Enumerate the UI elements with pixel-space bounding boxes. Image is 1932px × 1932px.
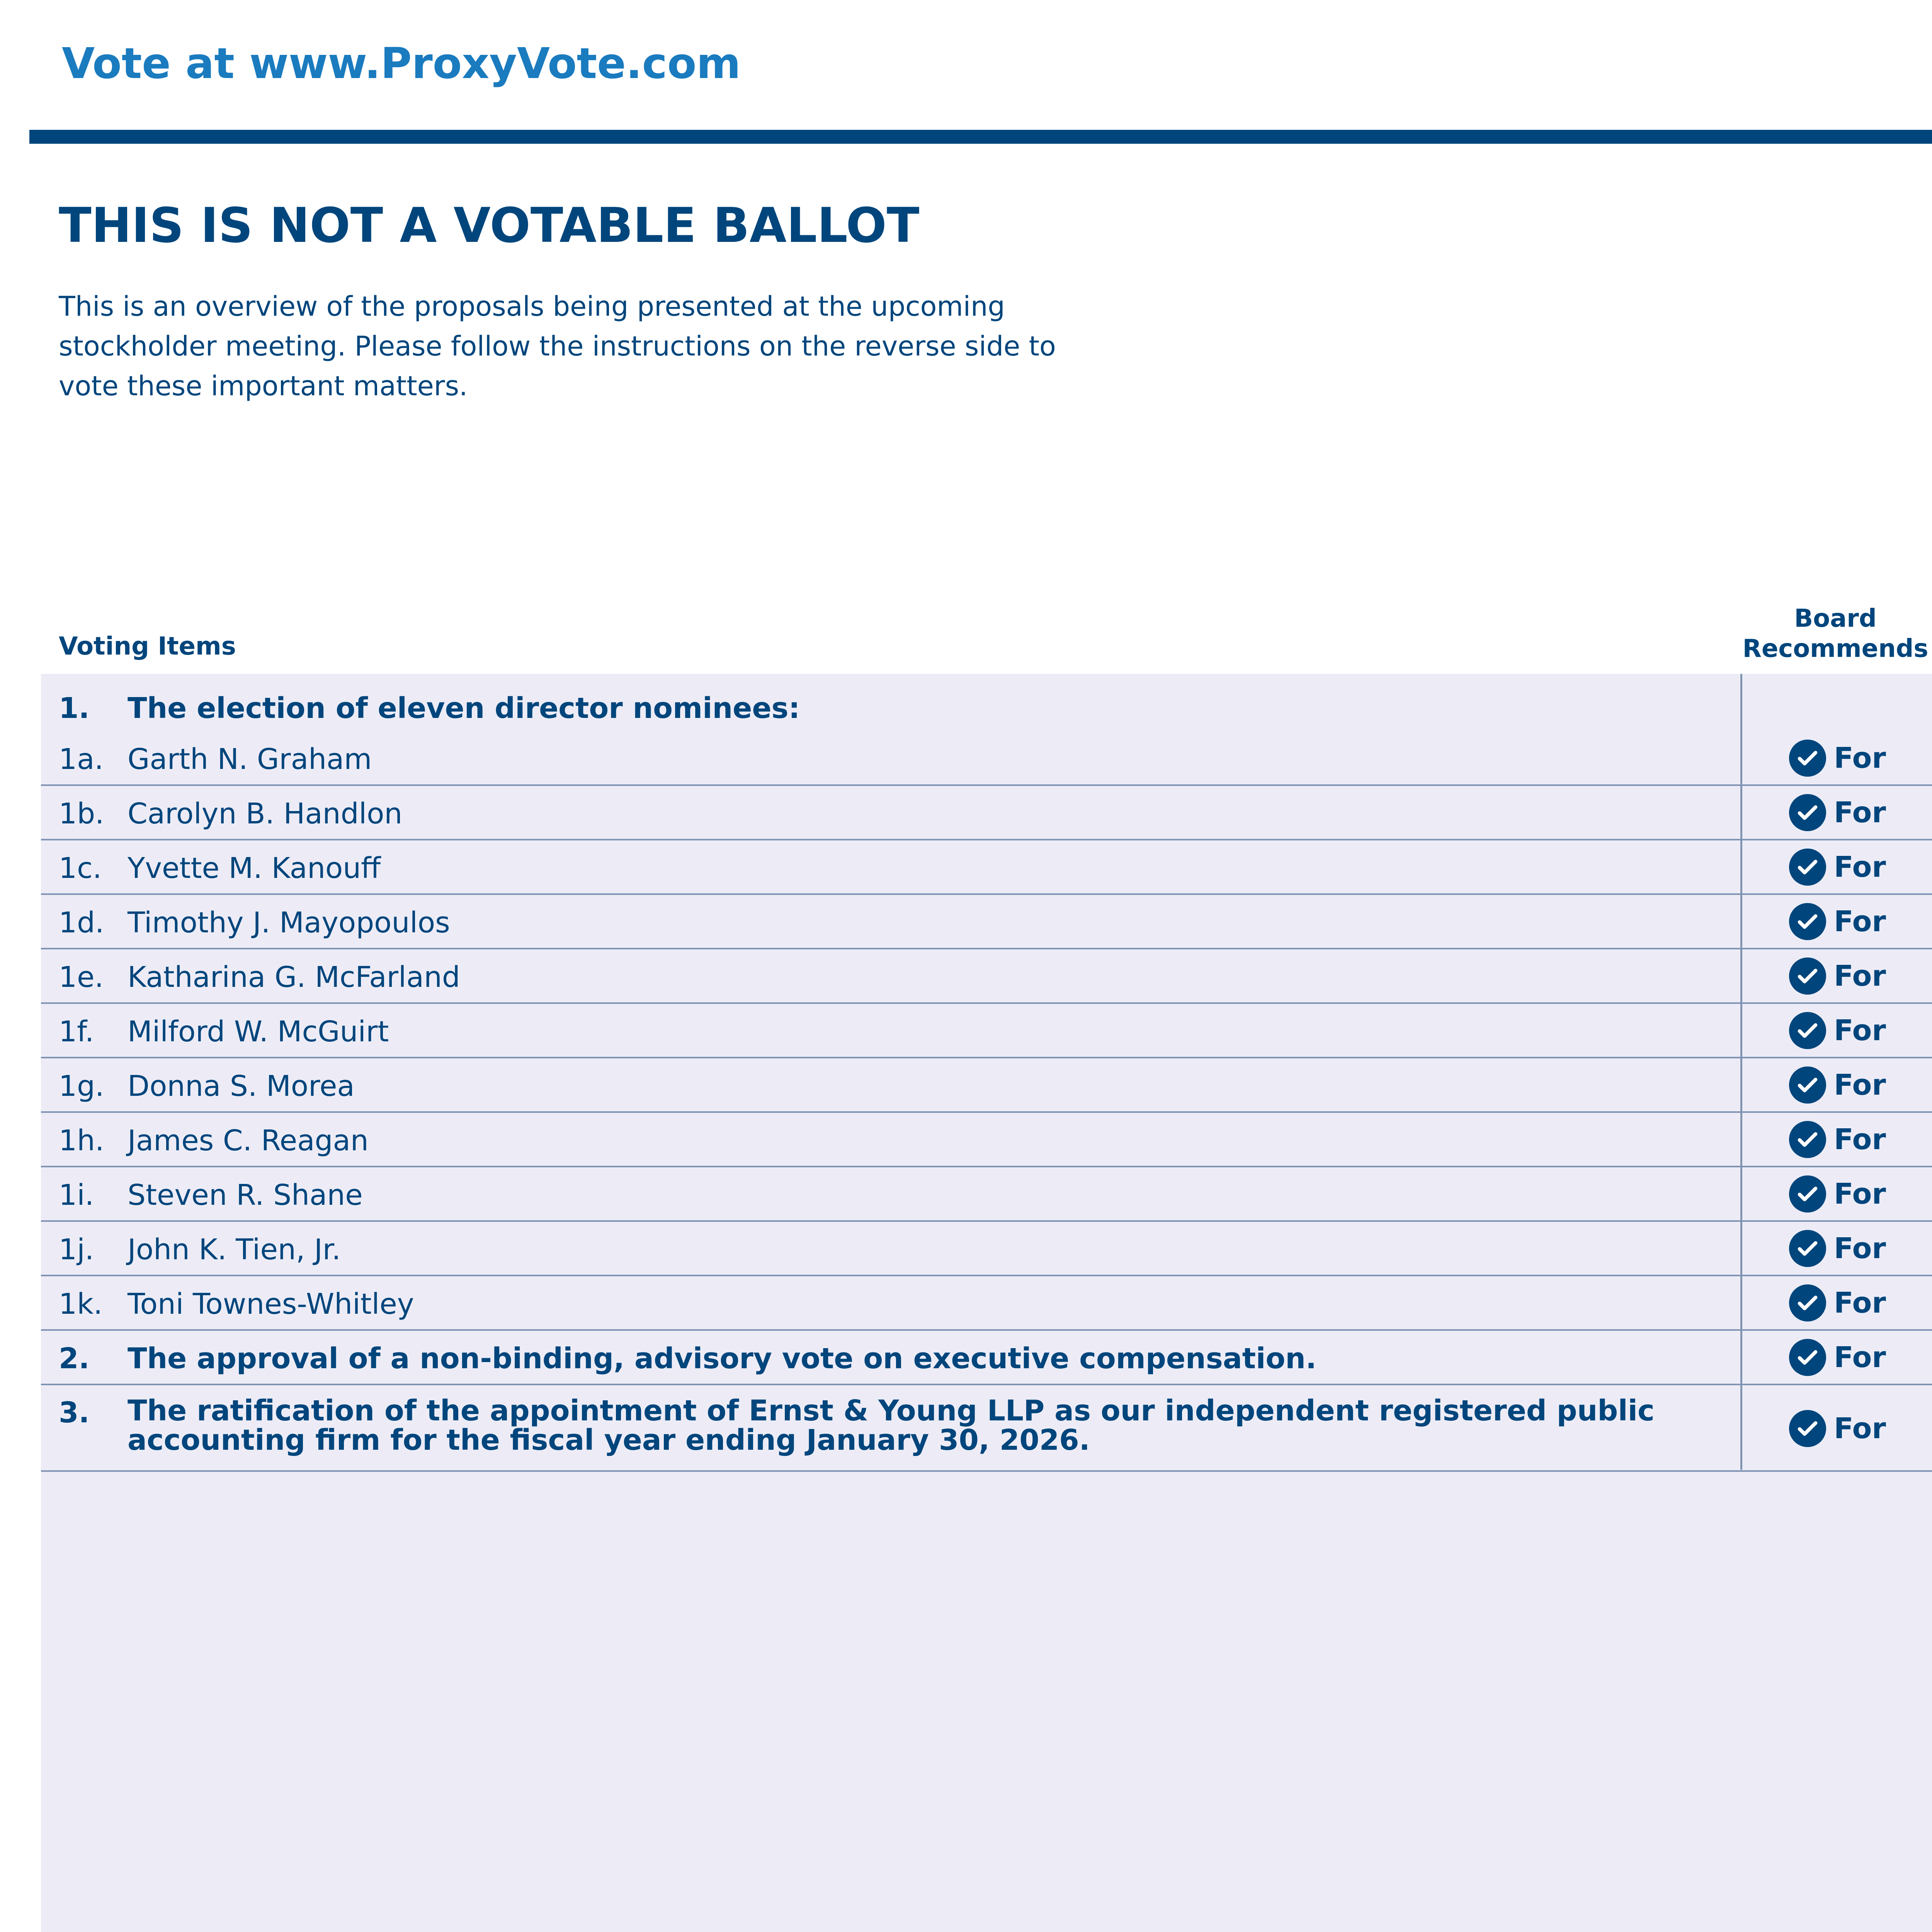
recommendation-label: For (1834, 742, 1886, 775)
item-number: 1a. (59, 743, 104, 776)
check-circle-icon (1789, 1121, 1826, 1158)
board-recommendation (1789, 849, 1886, 886)
nominee-name: Toni Townes-Whitley (128, 1287, 414, 1321)
nominee-name: John K. Tien, Jr. (128, 1233, 341, 1266)
column-header-line2: Recommends (1742, 634, 1929, 663)
item-number: 1i. (59, 1179, 94, 1212)
item-number: 2. (59, 1342, 90, 1375)
check-circle-icon (1789, 1339, 1826, 1376)
intro-text: This is an overview of the proposals being presented at the upcoming stockholder meeting. Please follow the instructions on the reverse side to vote these important matters. (59, 291, 1056, 402)
nominee-name: Carolyn B. Handlon (128, 797, 403, 830)
table-row (41, 1167, 1932, 1222)
item-number: 1j. (59, 1233, 94, 1266)
check-circle-icon (1789, 1175, 1826, 1213)
check-circle-icon (1789, 957, 1826, 995)
table-row (41, 1222, 1932, 1276)
board-recommendation (1789, 903, 1886, 940)
nominee-name: Katharina G. McFarland (128, 961, 460, 994)
nominee-name: Yvette M. Kanouff (128, 852, 381, 885)
table-row (41, 840, 1932, 895)
check-circle-icon (1789, 1230, 1826, 1267)
recommendation-label: For (1834, 796, 1886, 829)
table-row (41, 786, 1932, 840)
table-row (41, 674, 1932, 786)
check-circle-icon (1789, 794, 1826, 831)
column-header-board-recommends (1739, 604, 1932, 664)
nominee-name: James C. Reagan (128, 1124, 369, 1157)
board-recommendation (1789, 1410, 1886, 1447)
column-divider (1740, 674, 1742, 1470)
recommendation-label: For (1834, 959, 1886, 993)
column-header-voting-items: Voting Items (59, 632, 236, 661)
voting-items-table (41, 674, 1932, 1472)
item-number: 1f. (59, 1015, 94, 1048)
check-circle-icon (1789, 1410, 1826, 1447)
section-title: The election of eleven director nominees: (128, 692, 800, 725)
board-recommendation (1789, 1066, 1886, 1104)
recommendation-label: For (1834, 1232, 1886, 1265)
nominee-name: Steven R. Shane (128, 1179, 363, 1212)
board-recommendation (1789, 1284, 1886, 1321)
recommendation-label: For (1834, 1177, 1886, 1211)
item-number: 1g. (59, 1070, 104, 1103)
table-row-proposal-3 (41, 1385, 1932, 1472)
table-row (41, 1276, 1932, 1331)
nominee-name: Garth N. Graham (128, 743, 372, 776)
table-row (41, 1113, 1932, 1167)
item-number: 1e. (59, 961, 104, 994)
proposal-text: The approval of a non-binding, advisory vote on executive compensation. (128, 1342, 1317, 1375)
section-heading-election (59, 692, 800, 725)
column-header-line1: Board (1794, 604, 1877, 633)
board-recommendation (1789, 1230, 1886, 1267)
recommendation-label: For (1834, 905, 1886, 938)
recommendation-label: For (1834, 1286, 1886, 1320)
check-circle-icon (1789, 849, 1826, 886)
table-row (41, 895, 1932, 949)
item-number: 1d. (59, 906, 104, 939)
table-row (41, 949, 1932, 1004)
recommendation-label: For (1834, 1341, 1886, 1374)
item-number: 1k. (59, 1287, 103, 1321)
recommendation-label: For (1834, 1412, 1886, 1445)
recommendation-label: For (1834, 1014, 1886, 1047)
board-recommendation (1789, 1012, 1886, 1049)
board-recommendation (1789, 794, 1886, 831)
check-circle-icon (1789, 1284, 1826, 1321)
table-row (41, 1058, 1932, 1113)
top-rule (29, 130, 1932, 144)
board-recommendation (1789, 1121, 1886, 1158)
item-number: 1h. (59, 1124, 104, 1157)
item-number: 1b. (59, 797, 104, 830)
recommendation-label: For (1834, 1123, 1886, 1156)
table-row (41, 1004, 1932, 1058)
item-number: 3. (59, 1396, 90, 1429)
item-number: 1. (59, 692, 90, 725)
nominee-name: Milford W. McGuirt (128, 1015, 389, 1048)
header-title[interactable]: Vote at www.ProxyVote.com (62, 39, 741, 88)
board-recommendation (1789, 1339, 1886, 1376)
recommendation-label: For (1834, 850, 1886, 884)
board-recommendation (1789, 740, 1886, 777)
check-circle-icon (1789, 740, 1826, 777)
nominee-name: Donna S. Morea (128, 1070, 355, 1103)
board-recommendation (1789, 957, 1886, 995)
proposal-text: The ratification of the appointment of Ernst & Young LLP as our independent registered public accounting firm for the fiscal year ending January 30, 2026. (128, 1394, 1655, 1457)
item-number: 1c. (59, 852, 102, 885)
board-recommendation (1789, 1175, 1886, 1213)
check-circle-icon (1789, 903, 1826, 940)
table-row-proposal-2 (41, 1331, 1932, 1385)
nominee-name: Timothy J. Mayopoulos (128, 906, 450, 939)
recommendation-label: For (1834, 1068, 1886, 1102)
check-circle-icon (1789, 1066, 1826, 1104)
check-circle-icon (1789, 1012, 1826, 1049)
ballot-heading: THIS IS NOT A VOTABLE BALLOT (59, 198, 920, 253)
